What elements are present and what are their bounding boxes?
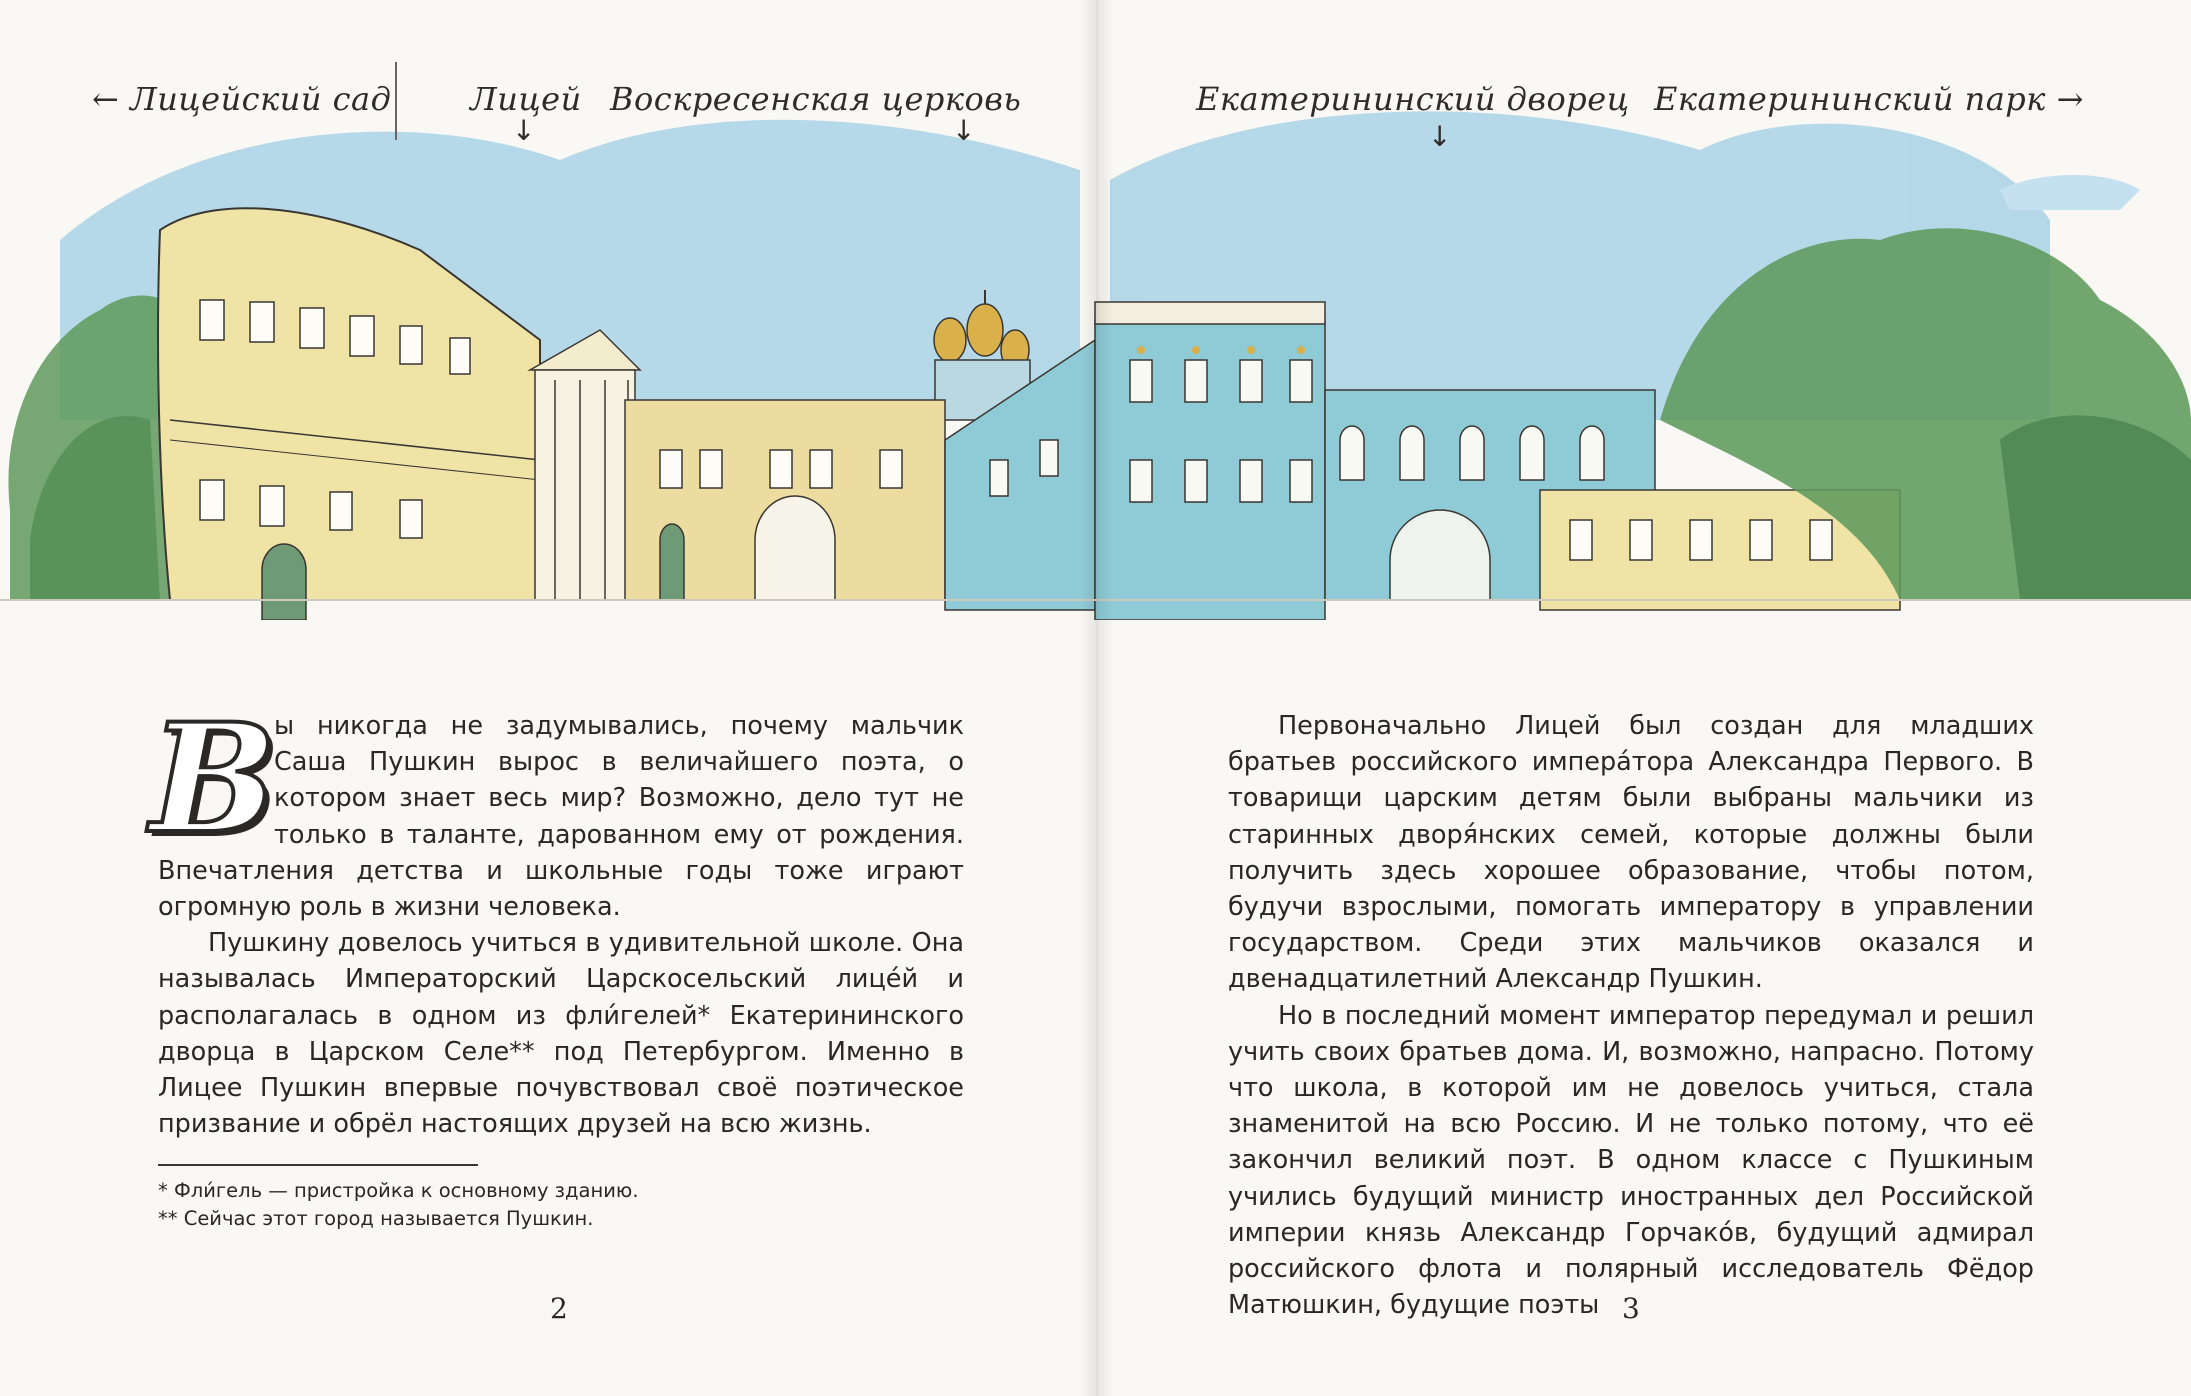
left-page-text (150, 691, 964, 1142)
footnote-1: * Фли́гель — пристройка к основному зданию. (158, 1179, 639, 1202)
right-paragraph-1: Первоначально Лицей был создан для младших братьев российского импера́тора Александра Первого. В товарищи царским детям были выбраны мальчики из старинных дворя́нских семей, которые должны были получить здесь хорошее образование, чтобы потом, будучи взрослыми, помогать императору в управлении государством. Среди этих мальчиков оказался и двенадцатилетний Александр Пушкин. (1228, 711, 2034, 995)
right-paragraph-2: Но в последний момент император передумал и решил учить своих братьев дома. И, возможно, напрасно. Потому что школа, в которой им не довелось учиться, стала знаменитой на всю Россию. И не только потому, что её закончил великий поэт. В одном классе с Пушкиным учились будущий министр иностранных дел Российской империи князь Александр Горчако́в, будущий адмирал российского флота и полярный исследователь Фёдор Матюшкин, будущие поэты (1228, 1000, 2034, 1321)
page-number-left: 2 (550, 1292, 568, 1325)
portico (530, 330, 640, 600)
arrow-down-church-icon: ↓ (952, 114, 976, 147)
caption-lyceum-garden: ← Лицейский сад (92, 80, 392, 118)
book-gutter (1080, 0, 1114, 1396)
caption-catherine-park: Екатерининский парк → (1654, 80, 2084, 118)
arch-building (625, 400, 945, 600)
arrow-down-palace-icon: ↓ (1428, 120, 1452, 153)
footnote-2: ** Сейчас этот город называется Пушкин. (158, 1207, 594, 1230)
right-page-text (1228, 708, 2034, 1323)
drop-cap: В (150, 691, 277, 867)
footnote-divider (158, 1164, 478, 1166)
page-number-right: 3 (1622, 1292, 1640, 1325)
left-paragraph-2: Пушкину довелось учиться в удивительной школе. Она называлась Императорский Царскосельский лице́й и располагалась в одном из фли́гелей* Екатерининского дворца в Царском Селе** под Петербургом. Именно в Лицее Пушкин впервые почувствовал своё поэтическое призвание и обрёл настоящих друзей на всю жизнь. (158, 928, 964, 1140)
caption-lyceum: Лицей (470, 80, 582, 118)
left-paragraph-1-text: ы никогда не задумывались, почему мальчик Саша Пушкин вырос в величайшего поэта, о котором знает весь мир? Возможно, дело тут не только в таланте, дарованном ему от рождения. Впечатления детства и школьные годы тоже играют огромную роль в жизни человека. (158, 711, 964, 923)
caption-church: Воскресенская церковь (610, 80, 1022, 118)
caption-divider (395, 62, 397, 140)
left-paragraph-1 (150, 691, 964, 925)
arrow-down-lyceum-icon: ↓ (512, 114, 536, 147)
caption-catherine-palace: Екатерининский дворец (1196, 80, 1630, 118)
